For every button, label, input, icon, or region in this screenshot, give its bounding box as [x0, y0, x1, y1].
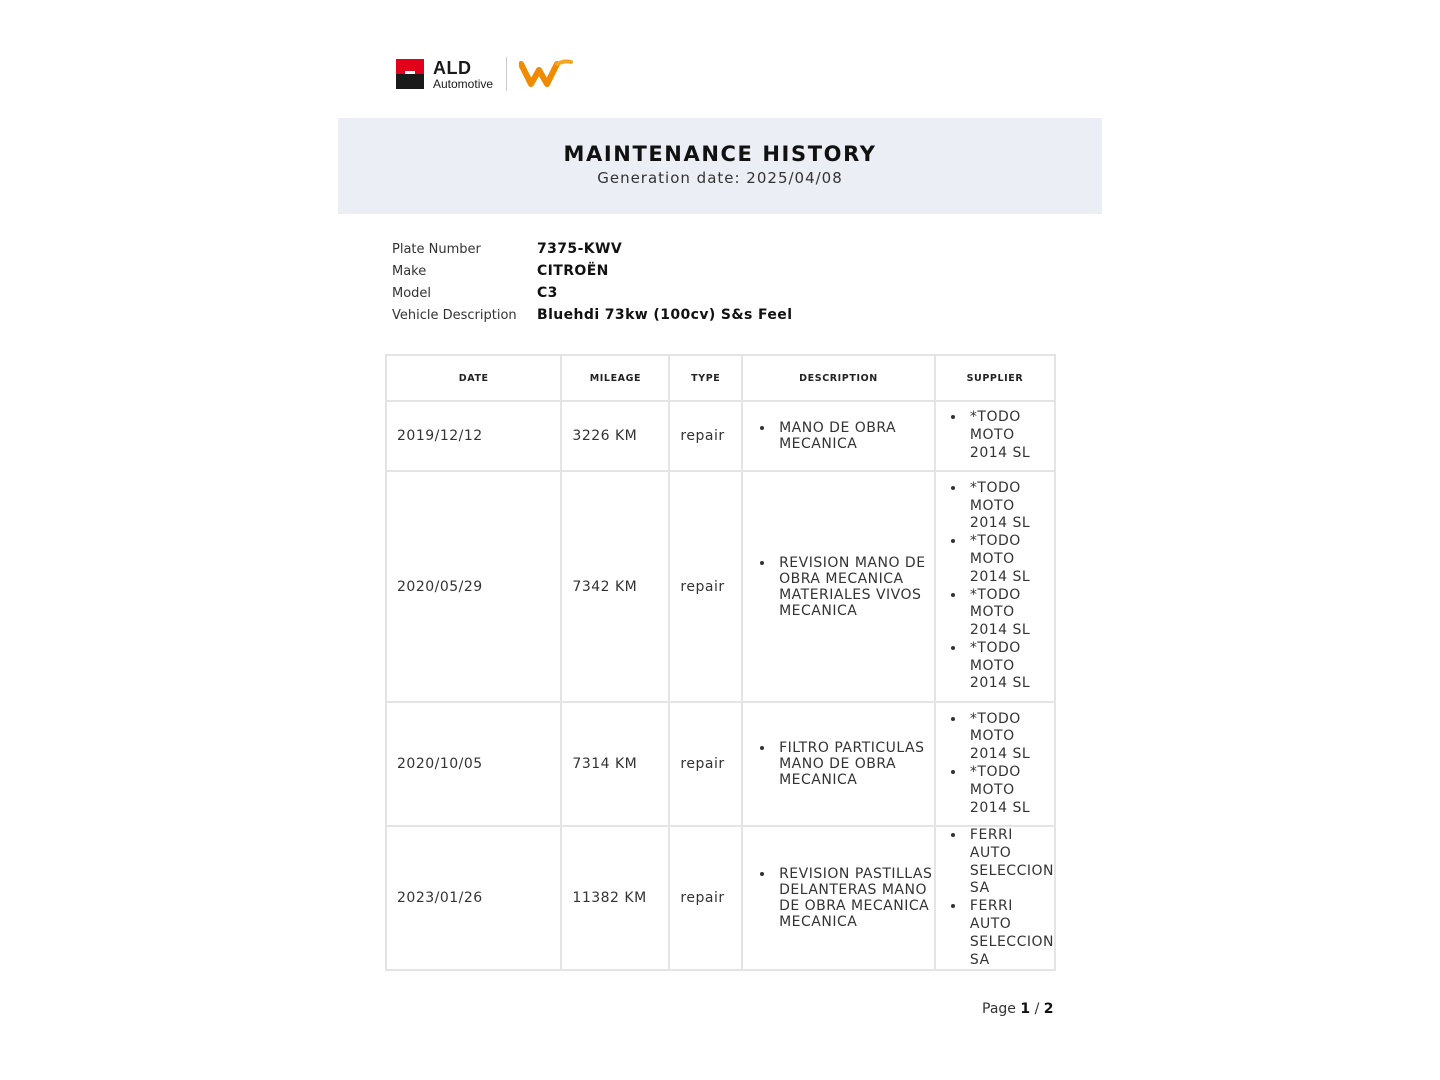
cell-description	[742, 702, 935, 826]
supplier-item: • FERRI AUTO SELECCION SA	[966, 898, 1054, 969]
make-value: CITROËN	[537, 263, 609, 279]
description-item: • REVISION MANO DE OBRA MECANICA MATERIALES VIVOS MECANICA	[775, 555, 934, 619]
page-prefix: Page	[982, 1001, 1016, 1017]
supplier-item: • *TODO MOTO 2014 SL	[966, 640, 1054, 693]
col-header-description: DESCRIPTION	[742, 355, 935, 401]
cell-mileage: 7314 KM	[561, 702, 669, 826]
table-row	[386, 401, 1055, 471]
page-current: 1	[1020, 1001, 1031, 1017]
supplier-item: • *TODO MOTO 2014 SL	[966, 533, 1054, 586]
description-value: Bluehdi 73kw (100cv) S&s Feel	[537, 307, 793, 323]
plate-row	[392, 238, 792, 260]
ald-logo-text	[433, 59, 493, 90]
page-total: 2	[1043, 1001, 1054, 1017]
supplier-item: • *TODO MOTO 2014 SL	[966, 764, 1054, 817]
description-item: • MANO DE OBRA MECANICA	[775, 420, 934, 452]
cell-description	[742, 826, 935, 970]
col-header-mileage: MILEAGE	[561, 355, 669, 401]
cell-supplier	[935, 471, 1055, 702]
cell-type: repair	[669, 401, 742, 471]
generation-date: Generation date: 2025/04/08	[597, 169, 843, 187]
cell-supplier	[935, 401, 1055, 471]
cell-date: 2019/12/12	[386, 401, 561, 471]
cell-date: 2020/10/05	[386, 702, 561, 826]
table-header-row	[386, 355, 1055, 401]
cell-description	[742, 401, 935, 471]
cell-mileage: 7342 KM	[561, 471, 669, 702]
col-header-type: TYPE	[669, 355, 742, 401]
supplier-item: • *TODO MOTO 2014 SL	[966, 480, 1054, 533]
vehicle-info	[392, 238, 792, 326]
logo-area	[396, 56, 573, 92]
model-row	[392, 282, 792, 304]
cell-description	[742, 471, 935, 702]
description-item: • FILTRO PARTICULAS MANO DE OBRA MECANICA	[775, 740, 934, 788]
make-label: Make	[392, 263, 427, 279]
cell-mileage: 11382 KM	[561, 826, 669, 970]
table-row	[386, 826, 1055, 970]
plate-label: Plate Number	[392, 241, 481, 257]
supplier-item: • *TODO MOTO 2014 SL	[966, 409, 1054, 462]
cell-type: repair	[669, 702, 742, 826]
description-item: • REVISION PASTILLAS DELANTERAS MANO DE OBRA MECANICA MECANICA	[775, 866, 934, 930]
cell-supplier	[935, 702, 1055, 826]
table-row	[386, 471, 1055, 702]
col-header-date: DATE	[386, 355, 561, 401]
ald-name: ALD	[433, 57, 472, 78]
cell-mileage: 3226 KM	[561, 401, 669, 471]
cell-supplier	[935, 826, 1055, 970]
cell-type: repair	[669, 471, 742, 702]
page-title: MAINTENANCE HISTORY	[563, 142, 877, 166]
supplier-item: • *TODO MOTO 2014 SL	[966, 711, 1054, 764]
page-separator: /	[1034, 1001, 1040, 1017]
cell-type: repair	[669, 826, 742, 970]
page-number	[982, 1001, 1053, 1017]
cell-date: 2020/05/29	[386, 471, 561, 702]
ald-logo-icon	[396, 59, 424, 89]
maintenance-table	[385, 354, 1056, 971]
model-value: C3	[537, 285, 558, 301]
model-label: Model	[392, 285, 432, 301]
header-band	[338, 118, 1102, 214]
plate-value: 7375-KWV	[537, 241, 623, 257]
make-row	[392, 260, 792, 282]
supplier-item: • FERRI AUTO SELECCION SA	[966, 827, 1054, 898]
supplier-item: • *TODO MOTO 2014 SL	[966, 587, 1054, 640]
cell-date: 2023/01/26	[386, 826, 561, 970]
table-row	[386, 702, 1055, 826]
description-label: Vehicle Description	[392, 307, 517, 323]
leaseplan-logo-icon	[519, 58, 573, 90]
description-row	[392, 304, 792, 326]
logo-divider	[506, 57, 507, 91]
col-header-supplier: SUPPLIER	[935, 355, 1055, 401]
ald-subtitle: Automotive	[433, 76, 494, 91]
